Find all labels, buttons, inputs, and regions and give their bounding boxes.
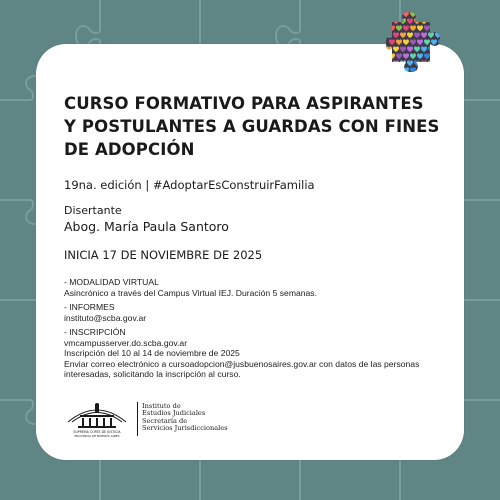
registration-dates: Inscripción del 10 al 14 de noviembre de 2025 [64,348,240,358]
heart-shape [428,60,434,66]
heart-shape [396,67,402,72]
registration-instructions-line-1: Enviar correo electrónico a cursoadopcion@jusbuenosaires.gov.ar con datos de las personas [64,358,420,369]
heart-shape [435,46,440,52]
heart-shape [438,53,440,59]
registration-instructions-line-2: interesadas, solicitando la inscripción al curso. [64,369,241,379]
heart-shape [431,11,437,17]
course-title-line-3: DE ADOPCIÓN [64,140,195,159]
course-title-line-1: CURSO FORMATIVO PARA ASPIRANTES [64,94,424,113]
heart-shape [424,11,430,17]
heart-shape [389,67,395,72]
course-title-line-2: Y POSTULANTES A GUARDAS CON FINES [64,117,440,136]
heart-shape [396,11,402,17]
seal-text-1: SUPREMA CORTE DE JUSTICIA [73,430,121,434]
heart-shape [435,18,440,24]
modality-heading: - MODALIDAD VIRTUAL [64,277,159,287]
start-date: INICIA 17 DE NOVIEMBRE DE 2025 [64,248,263,262]
course-details [64,277,454,380]
course-title [64,92,454,161]
secretariat-name-line-2: Servicios Jurisdiccionales [142,424,228,432]
heart-shape [431,25,437,31]
speaker-name: Abog. María Paula Santoro [64,219,229,234]
heart-shape [438,67,440,72]
heart-shape [386,32,392,38]
heart-shape [435,60,440,66]
info-heading: - INFORMES [64,302,115,312]
courthouse-seal-icon [62,400,132,440]
heart-shape [424,67,430,72]
registration-url[interactable]: vmcampusserver.do.scba.gov.ar [64,337,188,348]
heart-shape [386,60,392,66]
heart-shape [431,67,437,72]
heart-shape [431,53,437,59]
heart-shape [417,67,423,72]
institute-name-line-2: Estudios Judiciales [142,409,206,417]
heart-shape [386,18,392,24]
heart-shape [389,11,395,17]
secretariat-name-line-1: Secretaría de [142,417,188,425]
logo-divider [137,402,138,436]
heart-shape [438,11,440,17]
institute-name-line-1: Instituto de [142,402,181,410]
institute-logo [62,400,262,440]
speaker-label: Disertante [64,204,122,217]
modality-text: Asincrónico a través del Campus Virtual IEJ. Duración 5 semanas. [64,287,317,298]
heart-shape [417,11,423,17]
info-email[interactable]: instituto@scba.gov.ar [64,312,147,323]
puzzle-piece-hearts-icon [386,10,440,72]
course-info-card [36,44,464,460]
seal-text-2: PROVINCIA DE BUENOS AIRES [74,434,120,438]
registration-heading: - INSCRIPCIÓN [64,327,126,337]
edition-hashtag: 19na. edición | #AdoptarEsConstruirFamilia [64,178,315,192]
heart-shape [438,25,440,31]
